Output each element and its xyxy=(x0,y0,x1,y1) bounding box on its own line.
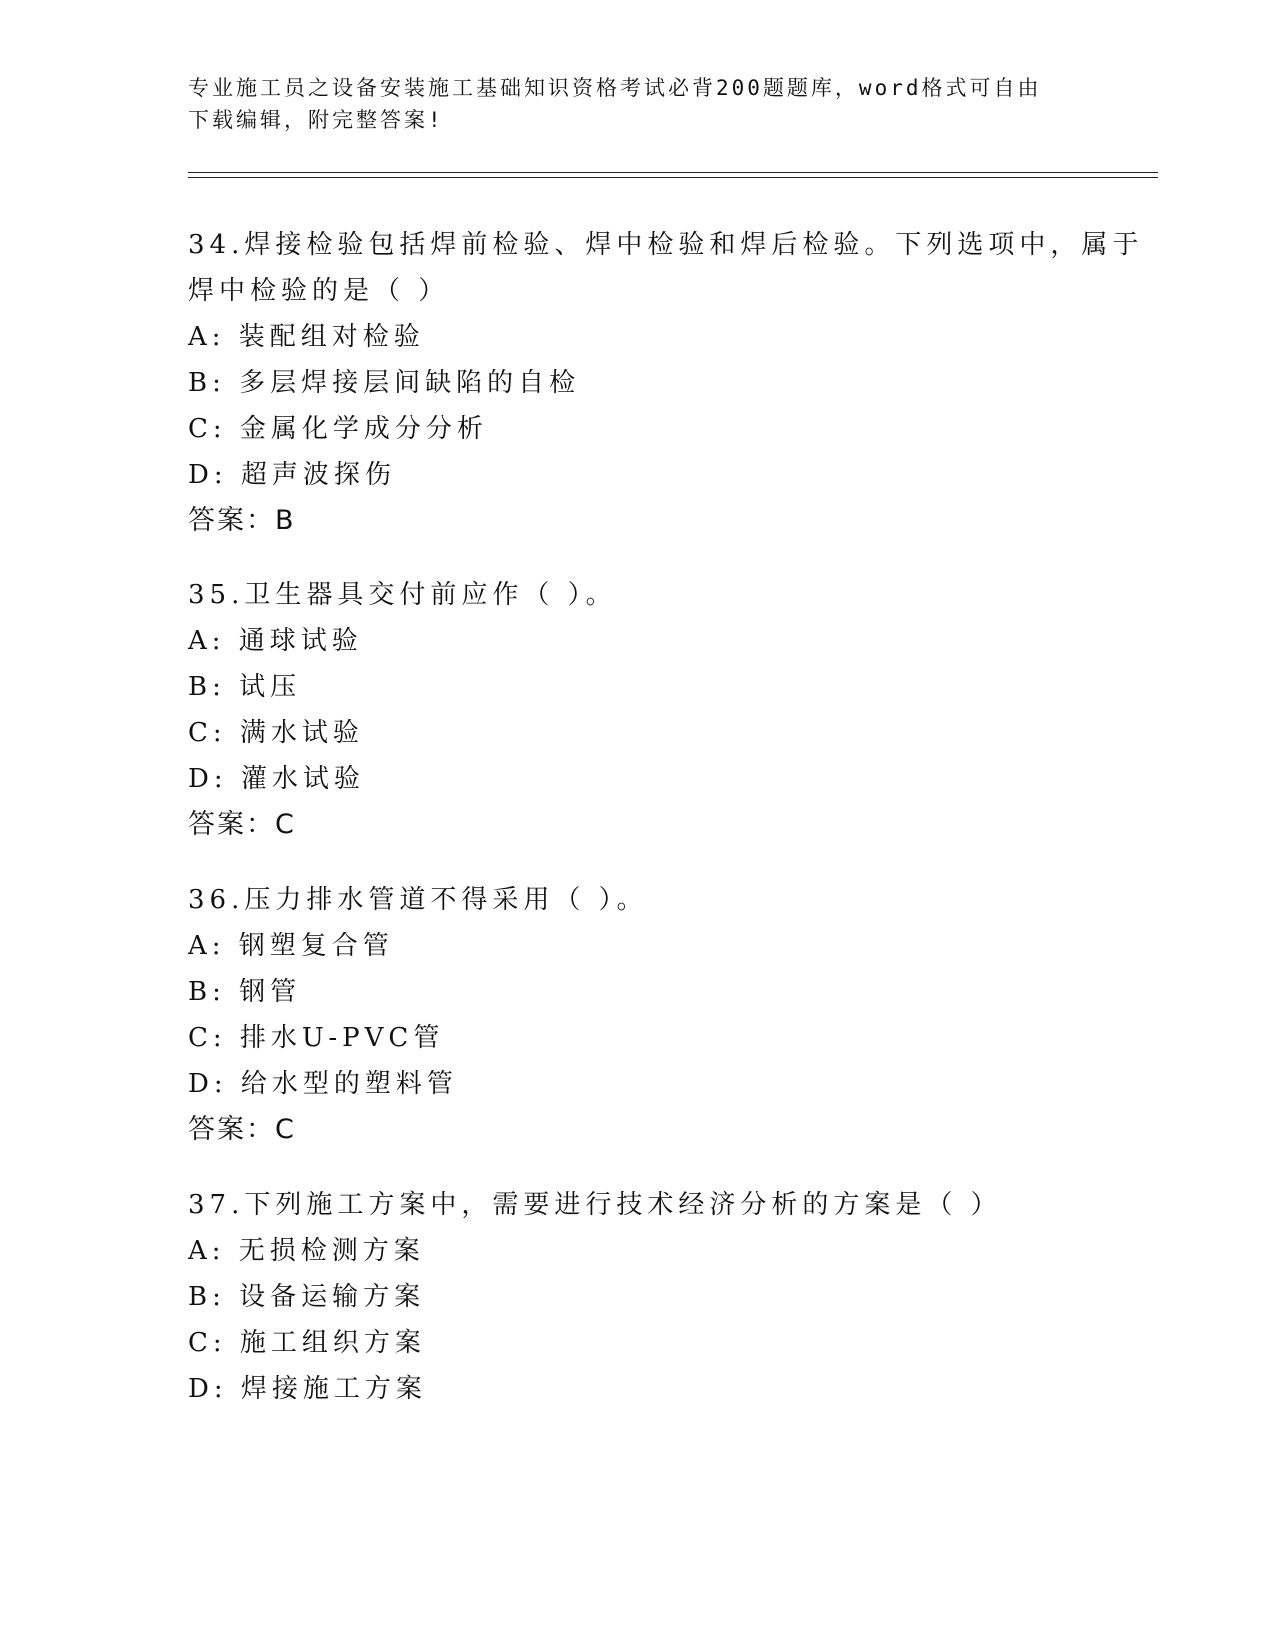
header-line-2: 下载编辑，附完整答案! xyxy=(188,108,444,132)
option-b: B: 试压 xyxy=(188,672,302,702)
question-stem: 37.下列施工方案中，需要进行技术经济分析的方案是（ ） xyxy=(188,1190,1002,1220)
option-d: D: 灌水试验 xyxy=(188,764,365,794)
option-c: C: 施工组织方案 xyxy=(188,1328,426,1358)
question-35 xyxy=(188,572,1088,848)
option-d: D: 焊接施工方案 xyxy=(188,1374,427,1404)
question-stem: 36.压力排水管道不得采用（ ）。 xyxy=(188,885,648,915)
answer: 答案：C xyxy=(188,1114,296,1145)
answer: 答案：C xyxy=(188,809,296,840)
question-34 xyxy=(188,222,1144,544)
header-divider-bottom xyxy=(188,177,1158,178)
answer: 答案：B xyxy=(188,505,296,536)
question-stem-continued: 焊中检验的是（ ） xyxy=(188,276,450,306)
question-37 xyxy=(188,1182,1088,1412)
option-c: C: 满水试验 xyxy=(188,718,364,748)
option-b: B: 多层焊接层间缺陷的自检 xyxy=(188,368,581,398)
document-header xyxy=(188,72,1068,136)
option-c: C: 金属化学成分分析 xyxy=(188,414,488,444)
option-a: A: 通球试验 xyxy=(188,626,363,656)
option-b: B: 钢管 xyxy=(188,977,302,1007)
question-stem: 35.卫生器具交付前应作（ ）。 xyxy=(188,580,617,610)
option-a: A: 无损检测方案 xyxy=(188,1236,425,1266)
option-a: A: 装配组对检验 xyxy=(188,322,425,352)
option-a: A: 钢塑复合管 xyxy=(188,931,394,961)
option-b: B: 设备运输方案 xyxy=(188,1282,426,1312)
question-stem: 34.焊接检验包括焊前检验、焊中检验和焊后检验。下列选项中，属于 xyxy=(188,230,1144,260)
option-c: C: 排水U-PVC管 xyxy=(188,1023,445,1053)
header-divider-top xyxy=(188,172,1158,173)
option-d: D: 超声波探伤 xyxy=(188,460,396,490)
header-line-1: 专业施工员之设备安装施工基础知识资格考试必背200题题库，word格式可自由 xyxy=(188,76,1042,100)
question-36 xyxy=(188,877,1088,1153)
option-d: D: 给水型的塑料管 xyxy=(188,1069,458,1099)
